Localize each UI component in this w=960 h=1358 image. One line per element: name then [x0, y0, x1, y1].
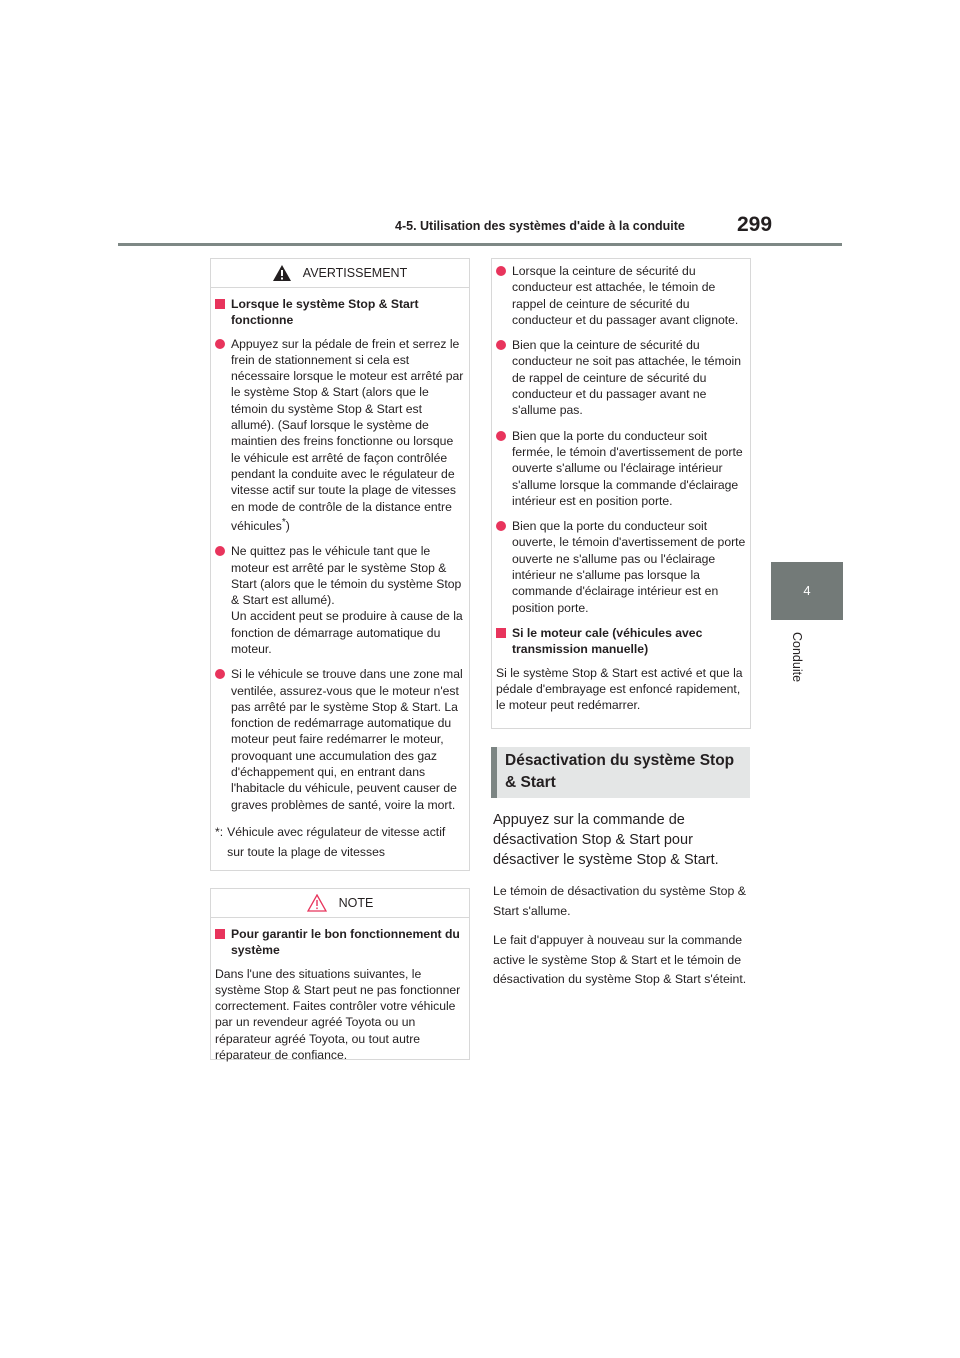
info-bullet-text: Lorsque la ceinture de sécurité du conducteur est attachée, le témoin de rappel de ceinture de sécurité du conducteur et du passager avant clignote.: [512, 264, 739, 327]
footnote-asterisk: *: [281, 516, 286, 528]
square-bullet-icon: [215, 929, 225, 939]
note-box-header: [211, 889, 469, 918]
round-bullet-icon: [496, 521, 506, 531]
warning-box-header: [211, 259, 469, 288]
info-bullet: [496, 518, 746, 616]
info-box-body: [492, 259, 750, 727]
note-title: NOTE: [338, 896, 374, 910]
note-box-body: [211, 918, 469, 1077]
chapter-tab: 4: [771, 562, 843, 620]
warning-bullet-text: Si le véhicule se trouve dans une zone mal ventilée, assurez-vous que le moteur n'est pas arrêté par le système Stop & Start. La fonction de redémarrage automatique du moteur peut faire redémarrer le moteur, provoquant une accumulation des gaz d'échappement qui, en entrant dans l'habitacle du véhicule, peuvent causer de graves problèmes de santé, voire la mort.: [231, 667, 463, 812]
round-bullet-icon: [496, 431, 506, 441]
square-bullet-icon: [215, 299, 225, 309]
info-bullet: [496, 428, 746, 509]
info-box: [491, 258, 751, 729]
warning-bullet: [215, 543, 465, 657]
warning-bullet-text: Appuyez sur la pédale de frein et serrez le frein de stationnement si cela est nécessaire lorsque le moteur est arrêté par le système Stop & Start (alors que le témoin du système Stop & Start est allumé). (Sauf lorsque le système de maintien des freins fonctionne ou lorsque le véhicule est arrêté de façon contrôlée pendant la conduite avec le régulateur de vitesse actif sur toute la plage de vitesses en mode de contrôle de la distance entre véhicules: [231, 336, 464, 533]
section-intro: Appuyez sur la commande de désactivation Stop & Start pour désactiver le système Stop & Start.: [493, 812, 719, 868]
round-bullet-icon: [496, 266, 506, 276]
info-bullet-text: Bien que la ceinture de sécurité du conducteur ne soit pas attachée, le témoin de rappel de ceinture de sécurité du conducteur et du passager avant ne s'allume pas.: [512, 338, 741, 418]
round-bullet-icon: [215, 546, 225, 556]
square-bullet-icon: [496, 628, 506, 638]
caution-outline-icon: [307, 894, 327, 912]
warning-bullet-text: Ne quittez pas le véhicule tant que le moteur est arrêté par le système Stop & Start (alors que le témoin du système Stop & Start est allumé).: [231, 544, 462, 608]
info-text: Si le système Stop & Start est activé et que la pédale d'embrayage est enfoncé rapidement, le moteur peut redémarrer.: [496, 665, 743, 713]
section-paragraph: Le témoin de désactivation du système Stop & Start s'allume.: [493, 884, 746, 918]
page-number: 299: [737, 213, 773, 236]
warning-box-body: [211, 288, 469, 870]
warning-title: AVERTISSEMENT: [302, 266, 408, 280]
warning-bullet: [215, 336, 465, 535]
info-bullet-text: Bien que la porte du conducteur soit fermée, le témoin d'avertissement de porte ouverte s'allume ou l'éclairage intérieur s'allume lorsque la commande d'éclairage intérieur est en position porte.: [512, 428, 743, 508]
footnote: [215, 822, 465, 862]
round-bullet-icon: [215, 339, 225, 349]
footnote-mark: *:: [215, 824, 224, 839]
section-body: [493, 810, 747, 990]
note-text: Dans l'une des situations suivantes, le système Stop & Start peut ne pas fonctionner correctement. Faites contrôler votre véhicule par un revendeur agréé Toyota ou un réparateur agréé Toyota, ou tout autre réparateur de confiance.: [215, 966, 461, 1063]
warning-heading: Lorsque le système Stop & Start fonctionne: [215, 296, 465, 329]
chapter-label: Conduite: [790, 632, 804, 683]
warning-triangle-icon: [273, 265, 291, 281]
section-heading: Désactivation du système Stop & Start: [491, 747, 750, 798]
info-heading: Si le moteur cale (véhicules avec transmission manuelle): [496, 625, 746, 658]
warning-bullet: [215, 666, 465, 813]
info-bullet: [496, 263, 746, 328]
round-bullet-icon: [496, 340, 506, 350]
header-rule: [118, 243, 842, 246]
closing-paren: ): [285, 518, 290, 533]
section-paragraph: Le fait d'appuyer à nouveau sur la commande active le système Stop & Start et le témoin de désactivation du système Stop & Start s'éteint.: [493, 933, 747, 987]
note-heading: Pour garantir le bon fonctionnement du système: [215, 926, 465, 959]
warning-box: [210, 258, 470, 871]
running-header: 4-5. Utilisation des systèmes d'aide à la conduite: [395, 219, 685, 233]
info-bullet: [496, 337, 746, 418]
info-bullet-text: Bien que la porte du conducteur soit ouverte, le témoin d'avertissement de porte ouverte ne s'allume pas ou l'éclairage intérieur ne s'allume pas lorsque la commande d'éclairage intérieur est en position porte.: [512, 519, 746, 615]
footnote-text: Véhicule avec régulateur de vitesse actif sur toute la plage de vitesses: [227, 824, 446, 859]
round-bullet-icon: [215, 669, 225, 679]
warning-bullet-extra: Un accident peut se produire à cause de la fonction de démarrage automatique du moteur.: [231, 609, 463, 656]
note-box: [210, 888, 470, 1063]
